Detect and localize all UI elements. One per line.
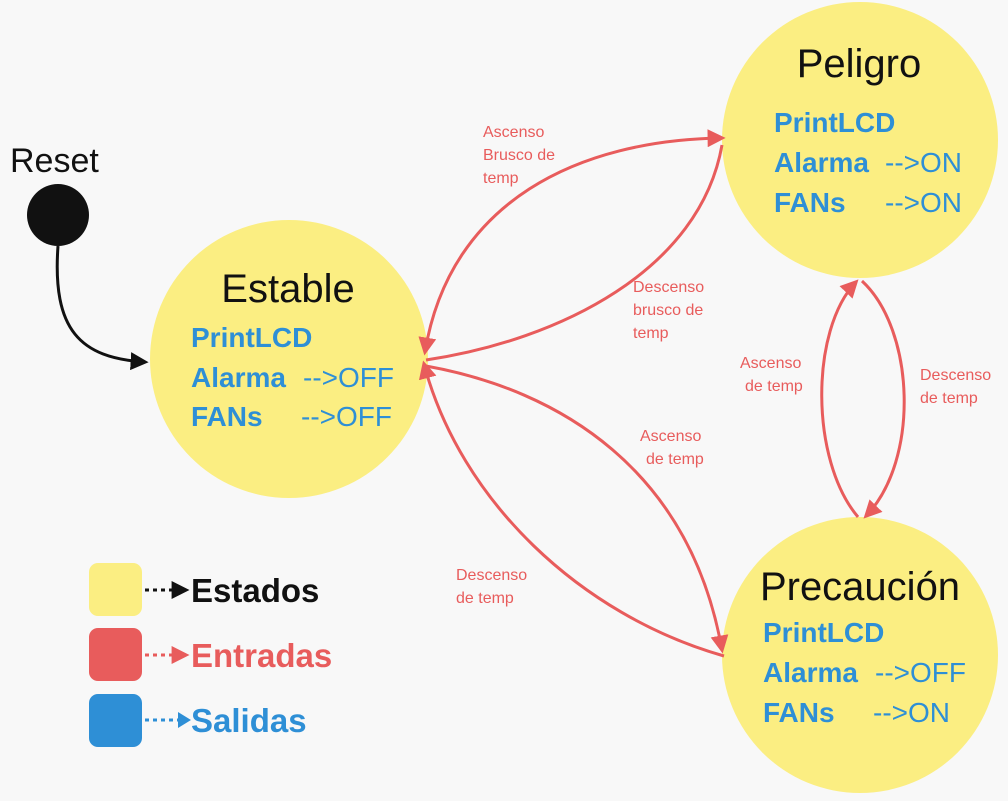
label-peligro-to-estable-1: Descenso — [633, 279, 705, 296]
transition-peligro-to-precaucion — [862, 281, 904, 516]
transition-peligro-to-estable — [426, 145, 722, 360]
state-precaucion-circle — [722, 517, 998, 793]
legend-estados-swatch — [89, 563, 142, 616]
peligro-fans-value: -->ON — [885, 187, 962, 218]
label-estable-to-peligro-3: temp — [483, 170, 519, 187]
label-estable-to-precaucion-1: Ascenso — [640, 428, 702, 445]
legend-entradas-swatch — [89, 628, 142, 681]
reset-arrow — [57, 246, 145, 362]
reset-initial-node — [27, 184, 89, 246]
legend-salidas-label: Salidas — [191, 702, 307, 739]
peligro-alarma-value: -->ON — [885, 147, 962, 178]
legend-estados-label: Estados — [191, 572, 320, 609]
estable-printlcd: PrintLCD — [191, 322, 313, 353]
legend-salidas-arrowhead — [178, 712, 191, 728]
peligro-alarma-label: Alarma — [774, 147, 869, 178]
label-precaucion-to-estable-1: Descenso — [456, 567, 528, 584]
transition-precaucion-to-estable — [424, 364, 724, 656]
transition-precaucion-to-peligro — [822, 282, 858, 517]
transition-estable-to-precaucion — [426, 366, 722, 650]
label-precaucion-to-peligro-2: de temp — [745, 378, 803, 395]
state-precaucion-title: Precaución — [759, 565, 961, 609]
estable-fans-value: -->OFF — [301, 401, 392, 432]
reset-label: Reset — [10, 142, 99, 180]
transition-estable-to-peligro — [425, 138, 722, 352]
estable-fans-label: FANs — [191, 401, 263, 432]
legend-entradas-label: Entradas — [191, 637, 333, 674]
state-peligro-title: Peligro — [796, 42, 922, 86]
precaucion-printlcd: PrintLCD — [763, 617, 885, 648]
peligro-fans-label: FANs — [774, 187, 846, 218]
label-estable-to-peligro-1: Ascenso — [483, 124, 545, 141]
label-peligro-to-estable-3: temp — [633, 325, 669, 342]
label-peligro-to-precaucion-2: de temp — [920, 390, 978, 407]
peligro-printlcd: PrintLCD — [774, 107, 896, 138]
label-precaucion-to-peligro-1: Ascenso — [740, 355, 802, 372]
estable-alarma-value: -->OFF — [303, 362, 394, 393]
legend-salidas-swatch — [89, 694, 142, 747]
precaucion-fans-value: -->ON — [873, 697, 950, 728]
precaucion-alarma-value: -->OFF — [875, 657, 966, 688]
estable-alarma-label: Alarma — [191, 362, 286, 393]
label-peligro-to-precaucion-1: Descenso — [920, 367, 992, 384]
label-peligro-to-estable-2: brusco de — [633, 302, 704, 319]
state-estable-title: Estable — [221, 267, 355, 311]
state-estable-circle — [150, 220, 428, 498]
label-estable-to-precaucion-2: de temp — [646, 451, 704, 468]
label-estable-to-peligro-2: Brusco de — [483, 147, 556, 164]
label-precaucion-to-estable-2: de temp — [456, 590, 514, 607]
precaucion-fans-label: FANs — [763, 697, 835, 728]
precaucion-alarma-label: Alarma — [763, 657, 858, 688]
